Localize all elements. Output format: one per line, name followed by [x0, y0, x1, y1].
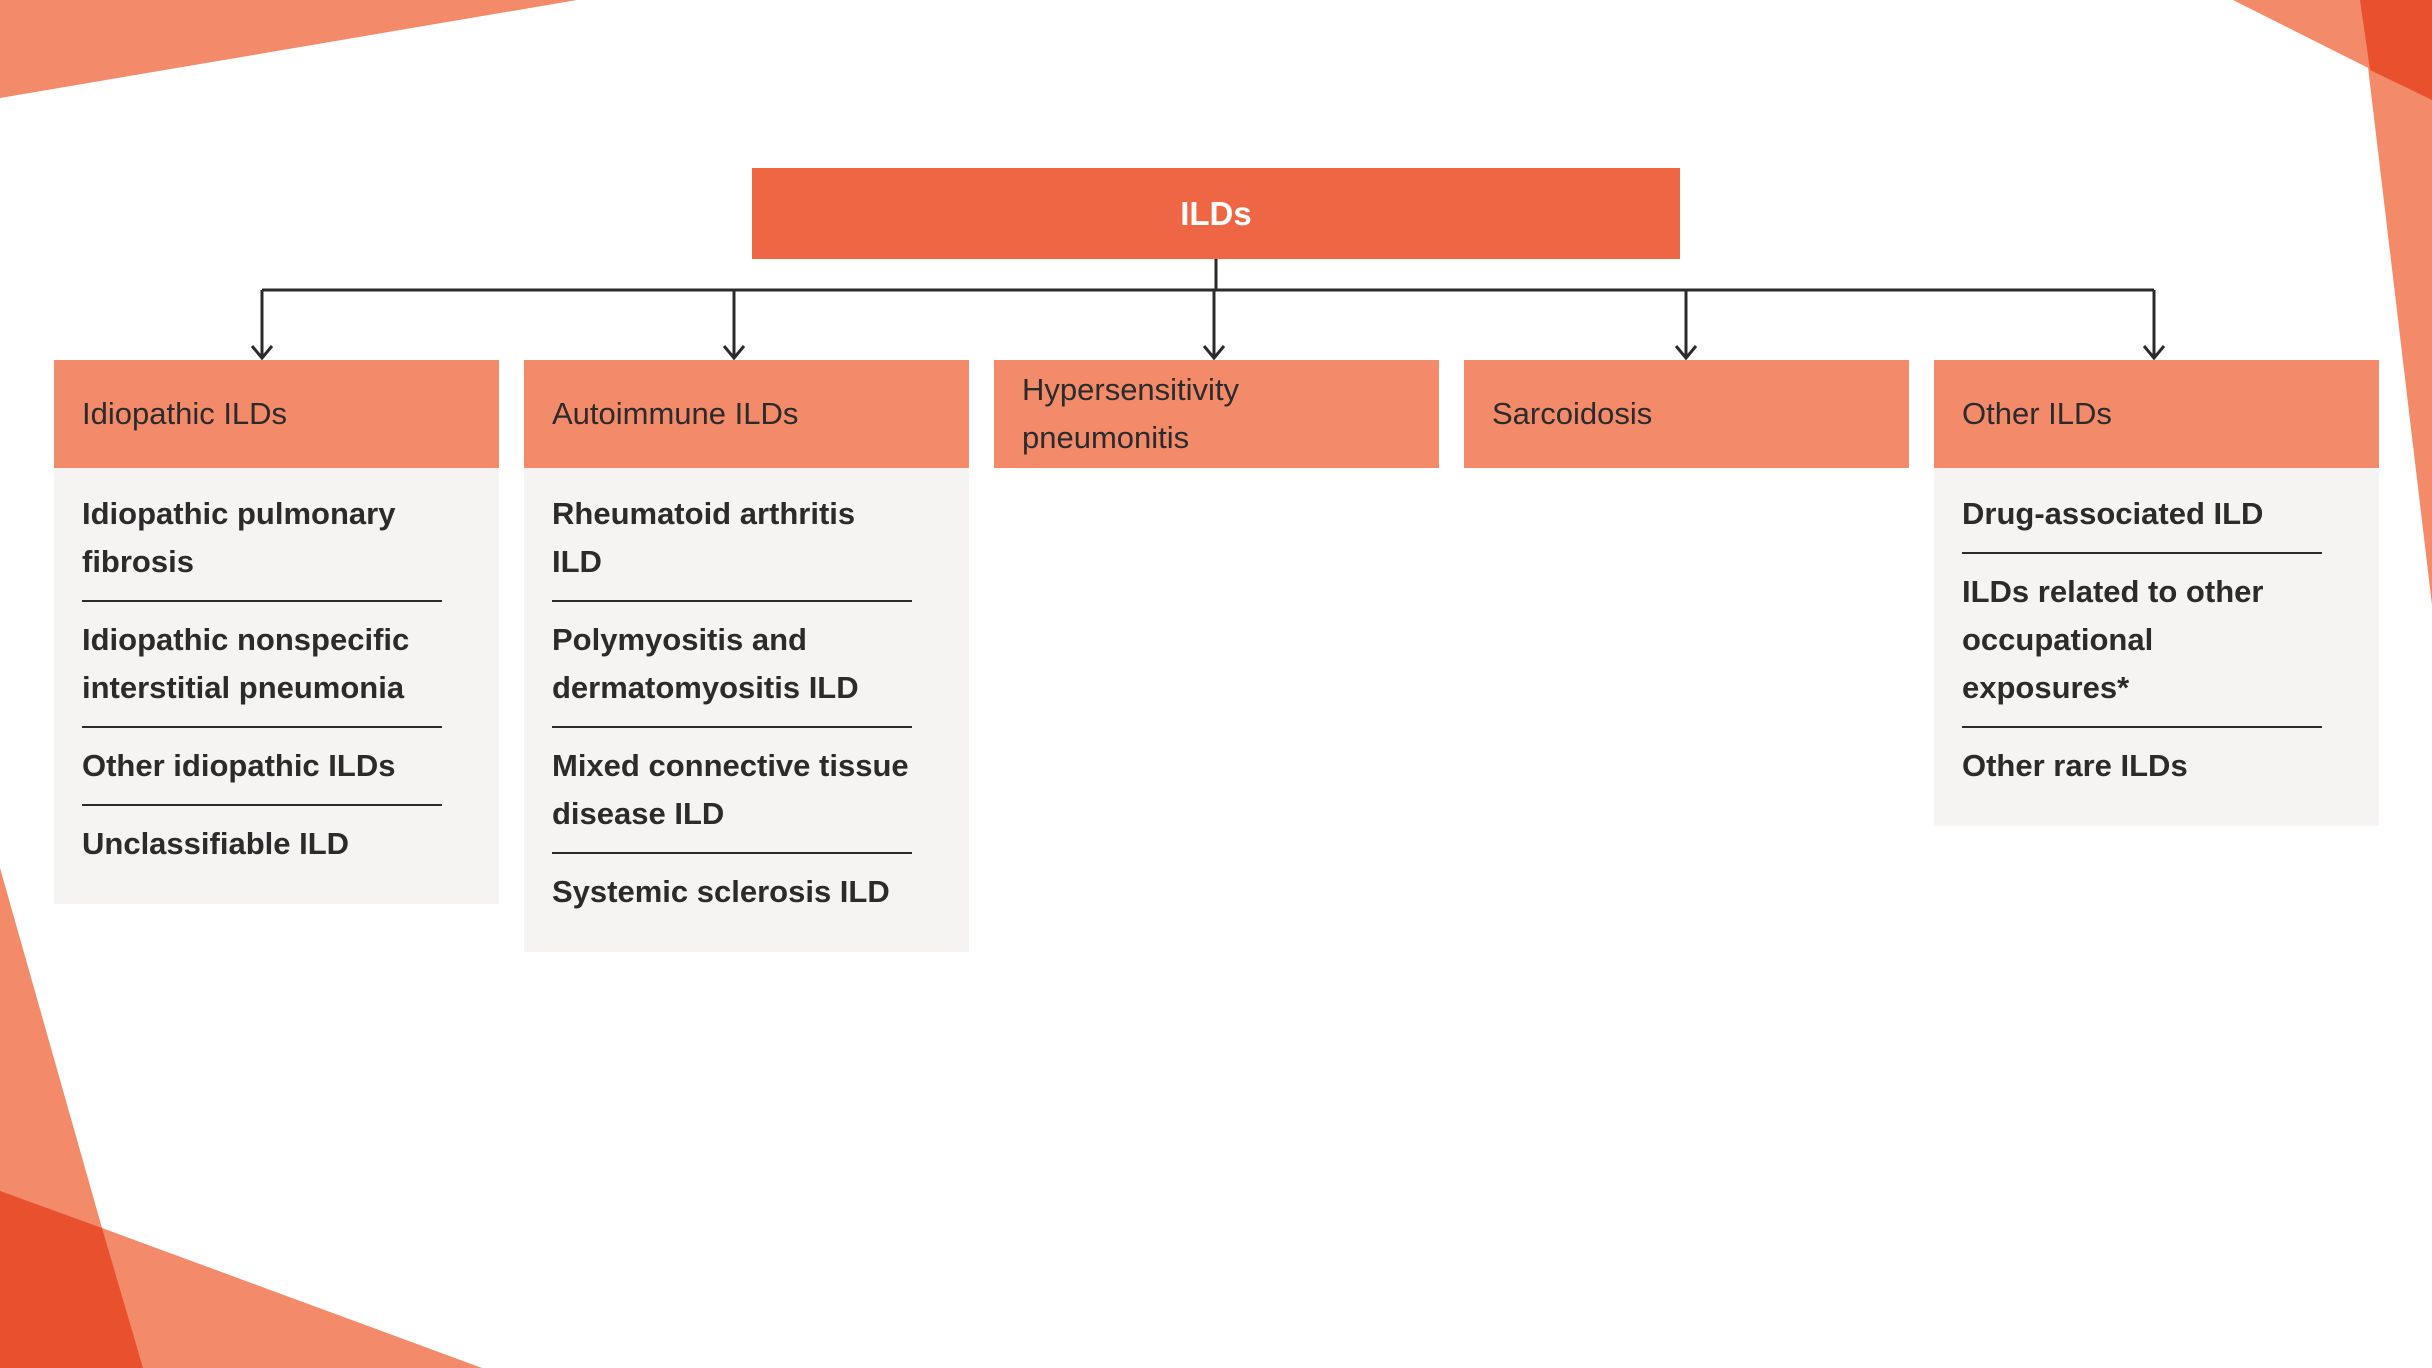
category-item: Polymyositis and dermatomyositis ILD — [552, 602, 912, 728]
category-header: Other ILDs — [1934, 360, 2379, 468]
category-item: Unclassifiable ILD — [82, 826, 350, 861]
category-column — [994, 360, 1439, 468]
arrow-down-icon — [1204, 290, 1224, 358]
category-item: Systemic sclerosis ILD — [552, 874, 890, 909]
category-header: Sarcoidosis — [1464, 360, 1909, 468]
category-header: Hypersensitivity pneumonitis — [994, 360, 1439, 468]
category-column — [1464, 360, 1909, 468]
category-column — [54, 360, 499, 904]
arrow-down-icon — [2144, 290, 2164, 358]
root-node-ilds: ILDs — [752, 168, 1680, 259]
category-column — [524, 360, 969, 952]
arrow-down-icon — [724, 290, 744, 358]
arrow-down-icon — [252, 290, 272, 358]
category-item: Other idiopathic ILDs — [82, 728, 442, 806]
category-item: Idiopathic pulmonary fibrosis — [82, 476, 442, 602]
category-item: Idiopathic nonspecific interstitial pneumonia — [82, 602, 442, 728]
category-header: Idiopathic ILDs — [54, 360, 499, 468]
category-items — [54, 468, 499, 904]
category-column — [1934, 360, 2379, 826]
category-items — [1934, 468, 2379, 826]
arrow-down-icon — [1676, 290, 1696, 358]
category-item: Other rare ILDs — [1962, 748, 2188, 783]
category-item: ILDs related to other occupational exposures* — [1962, 554, 2322, 728]
category-items — [524, 468, 969, 952]
category-item: Mixed connective tissue disease ILD — [552, 728, 912, 854]
category-header: Autoimmune ILDs — [524, 360, 969, 468]
category-item: Drug-associated ILD — [1962, 476, 2322, 554]
category-item: Rheumatoid arthritis ILD — [552, 476, 912, 602]
